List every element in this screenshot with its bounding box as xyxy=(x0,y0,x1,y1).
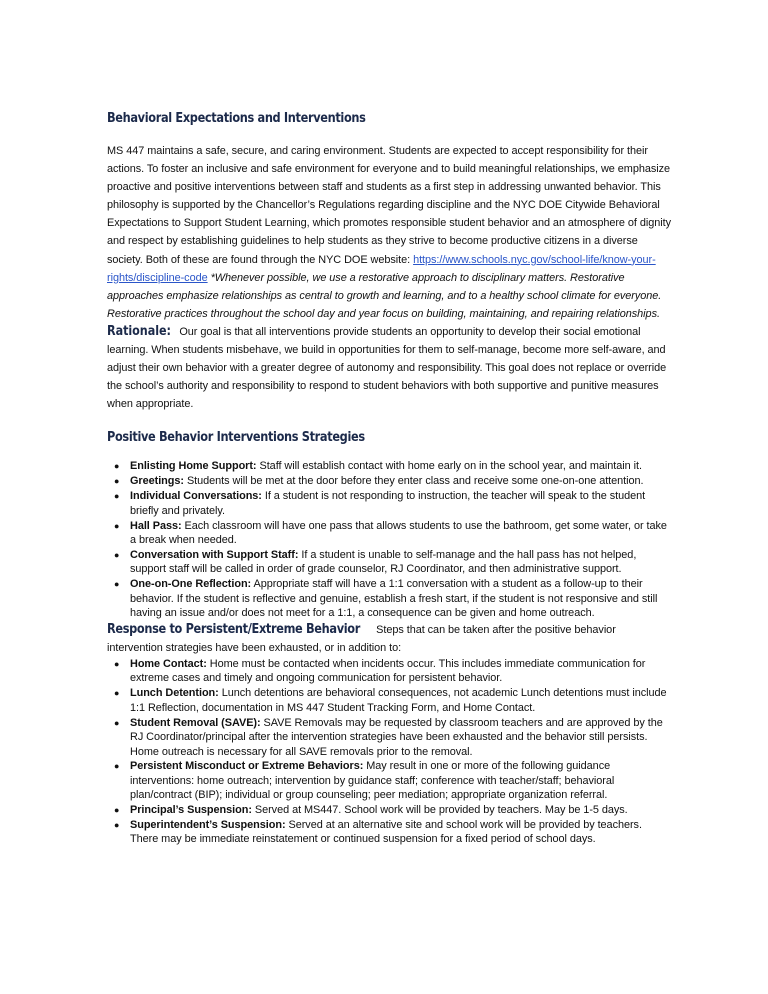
item-text: May result in one or more of the following guidance interventions: home outreach; intervention by guidance staff; conference with teacher/staff; behavioral plan/contract (BIP); individual or group counseling; peer mediation; appropriate organization referral. xyxy=(130,760,615,802)
list-item xyxy=(114,657,672,686)
bullet-icon: ● xyxy=(114,761,120,772)
behavioral-heading: Behavioral Expectations and Interventions xyxy=(107,111,366,126)
positive-strategies-heading: Positive Behavior Interventions Strategies xyxy=(107,430,365,446)
rationale-label: Rationale: xyxy=(107,323,171,339)
bullet-icon: ● xyxy=(114,476,120,487)
item-label: Persistent Misconduct or Extreme Behaviors: xyxy=(130,760,364,773)
response-intro: Steps that can be taken after the positive behavior intervention strategies have been exhausted, or in addition to: xyxy=(107,623,616,654)
response-paragraph xyxy=(107,621,672,657)
list-item xyxy=(114,716,672,759)
item-text: If a student is not responding to instruction, the teacher will speak to the student briefly and privately. xyxy=(130,490,646,517)
behavioral-paragraph xyxy=(107,142,672,323)
item-text: If a student is unable to self-manage and the hall pass has not helped, support staff will be called in order of grade counselor, RJ Coordinator, and then administrative support. xyxy=(130,548,637,576)
item-text: Home must be contacted when incidents occur. This includes immediate communication for extreme cases and timely and ongoing communication for persistent behavior. xyxy=(130,658,646,685)
item-label: Home Contact: xyxy=(130,658,207,671)
item-text: Served at an alternative site and school work will be provided by teachers. There may be immediate reinstatement or continued suspension for a fixed period of school days. xyxy=(130,819,642,846)
list-item xyxy=(114,577,672,620)
restorative-note: *Whenever possible, we use a restorative approach to disciplinary matters. Restorative approaches emphasize relationships as central to growth and learning, and to a healthy school climate for everyone. Restorative practices throughout the school day and year focus on building, maintaining, and repairing relationships. xyxy=(107,271,662,320)
bullet-icon: ● xyxy=(114,461,120,472)
bullet-icon: ● xyxy=(114,549,120,560)
behavioral-text: MS 447 maintains a safe, secure, and caring environment. Students are expected to accept responsibility for their actions. To foster an inclusive and safe environment for everyone and to build meaningful relationships, we emphasize proactive and positive interventions between staff and students as a first step in addressing unwanted behavior. This philosophy is supported by the Chancellor’s Regulations regarding discipline and the NYC DOE Citywide Behavioral Expectations to Support Student Learning, which promotes responsible student behavior and an atmosphere of dignity and respect by establishing guidelines to help students as they strive to become productive citizens in a diverse society. Both of these are found through the NYC DOE website: xyxy=(107,145,671,266)
response-list xyxy=(107,657,672,847)
bullet-icon: ● xyxy=(114,820,120,831)
item-label: Student Removal (SAVE): xyxy=(130,716,261,729)
rationale-text: Our goal is that all interventions provide students an opportunity to develop their social emotional learning. When students misbehave, we build in opportunities for them to self-manage, become more self-aware, and adjust their own behavior with a greater degree of autonomy and responsibility. This goal does not replace or override the school’s authority and responsibility to respond to student behaviors with both supportive and punitive measures when appropriate. xyxy=(107,325,667,411)
item-label: Superintendent’s Suspension: xyxy=(130,819,286,832)
bullet-icon: ● xyxy=(114,520,120,531)
list-item xyxy=(114,759,672,802)
item-text: Students will be met at the door before they enter class and receive some one-on-one attention. xyxy=(183,475,644,488)
item-text: Each classroom will have one pass that allows students to use the bathroom, get some water, or take a break when needed. xyxy=(130,519,667,546)
item-label: Conversation with Support Staff: xyxy=(130,548,299,561)
list-item xyxy=(114,818,672,847)
item-text: Staff will establish contact with home early on in the school year, and maintain it. xyxy=(256,460,642,473)
item-label: Lunch Detention: xyxy=(130,687,219,700)
bullet-icon: ● xyxy=(114,805,120,816)
positive-strategies-list xyxy=(107,459,672,620)
item-label: Enlisting Home Support: xyxy=(130,460,257,473)
response-heading: Response to Persistent/Extreme Behavior xyxy=(107,621,360,637)
item-text: Served at MS447. School work will be provided by teachers. May be 1-5 days. xyxy=(251,804,628,817)
bullet-icon: ● xyxy=(114,688,120,699)
rationale-paragraph xyxy=(107,323,672,413)
item-label: Greetings: xyxy=(130,475,184,488)
item-label: One-on-One Reflection: xyxy=(130,578,252,591)
list-item xyxy=(114,459,672,473)
item-label: Principal’s Suspension: xyxy=(130,804,252,817)
item-label: Hall Pass: xyxy=(130,519,182,532)
discipline-code-link[interactable]: https://www.schools.nyc.gov/school-life/know-your-rights/discipline-code xyxy=(107,253,656,284)
item-text: Lunch detentions are behavioral consequences, not academic Lunch detentions must include 1:1 Reflection, documentation in MS 447 Student Tracking Form, and Home Contact. xyxy=(130,687,667,714)
bullet-icon: ● xyxy=(114,491,120,502)
list-item xyxy=(114,803,672,817)
list-item xyxy=(114,474,672,488)
bullet-icon: ● xyxy=(114,717,120,728)
item-text: Appropriate staff will have a 1:1 conversation with a student as a follow-up to their behavior. If the student is reflective and genuine, establish a fresh start, if the student is not responsive and still having an issue and/or does not meet for a 1:1, a consequence can be given and home outreach. xyxy=(130,578,658,619)
list-item xyxy=(114,519,672,548)
item-label: Individual Conversations: xyxy=(130,490,262,503)
bullet-icon: ● xyxy=(114,659,120,670)
list-item xyxy=(114,548,672,577)
bullet-icon: ● xyxy=(114,579,120,590)
list-item xyxy=(114,489,672,518)
item-text: SAVE Removals may be requested by classroom teachers and are approved by the RJ Coordinator/principal after the intervention strategies have been exhausted and the behavior still persists. Home outreach is necessary for all SAVE removals prior to the removal. xyxy=(130,716,663,758)
list-item xyxy=(114,686,672,715)
